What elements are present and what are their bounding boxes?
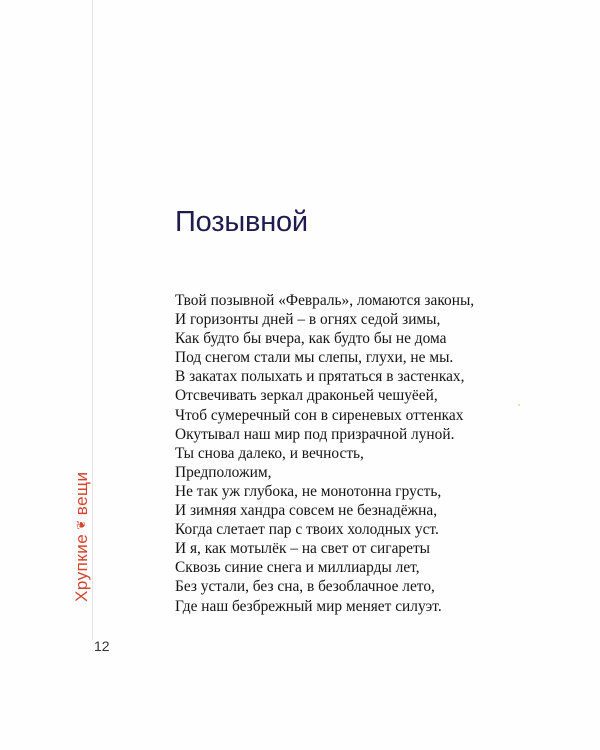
poem-line: Под снегом стали мы слепы, глухи, не мы. [175, 349, 454, 367]
poem-line: Когда слетает пар с твоих холодных уст. [175, 521, 439, 539]
margin-rule [92, 0, 93, 640]
page-number: 12 [94, 638, 110, 654]
poem-line: Твой позывной «Февраль», ломаются законы, [175, 292, 475, 309]
poem-line: Предположим, [175, 463, 272, 481]
poem-line: Не так уж глубока, не монотонна грусть, [175, 482, 442, 500]
poem-line: Ты снова далеко, и вечность, [175, 444, 364, 462]
poem-line: Как будто бы вчера, как будто бы не дома [175, 330, 447, 348]
poem-line: Где наш безбрежный мир меняет силуэт. [175, 597, 442, 615]
poem-line: И зимняя хандра совсем не безнадёжна, [175, 502, 438, 520]
poem-line: Сквозь синие снега и миллиарды лет, [175, 559, 420, 577]
logo-word-things: вещи [72, 471, 91, 516]
poem-line: В закатах полыхать и прятаться в застенках, [175, 368, 465, 386]
book-series-logo [72, 471, 92, 602]
logo-word-fragile: Хрупкие [72, 533, 91, 602]
poem-line: Чтоб сумеречный сон в сиреневых оттенках [175, 406, 464, 424]
poem-line: Без устали, без сна, в безоблачное лето, [175, 578, 435, 596]
ornament-icon: ❦ [74, 519, 88, 530]
poem-title: Позывной [175, 206, 308, 238]
paper-speck [518, 404, 520, 406]
poem-line: Отсвечивать зеркал драконьей чешуёей, [175, 387, 438, 405]
poem-line: И горизонты дней – в огнях седой зимы, [175, 311, 441, 329]
poem-body [175, 291, 474, 616]
poem-line: И я, как мотылёк – на свет от сигареты [175, 540, 431, 558]
poem-line: Окутывал наш мир под призрачной луной. [175, 425, 455, 443]
